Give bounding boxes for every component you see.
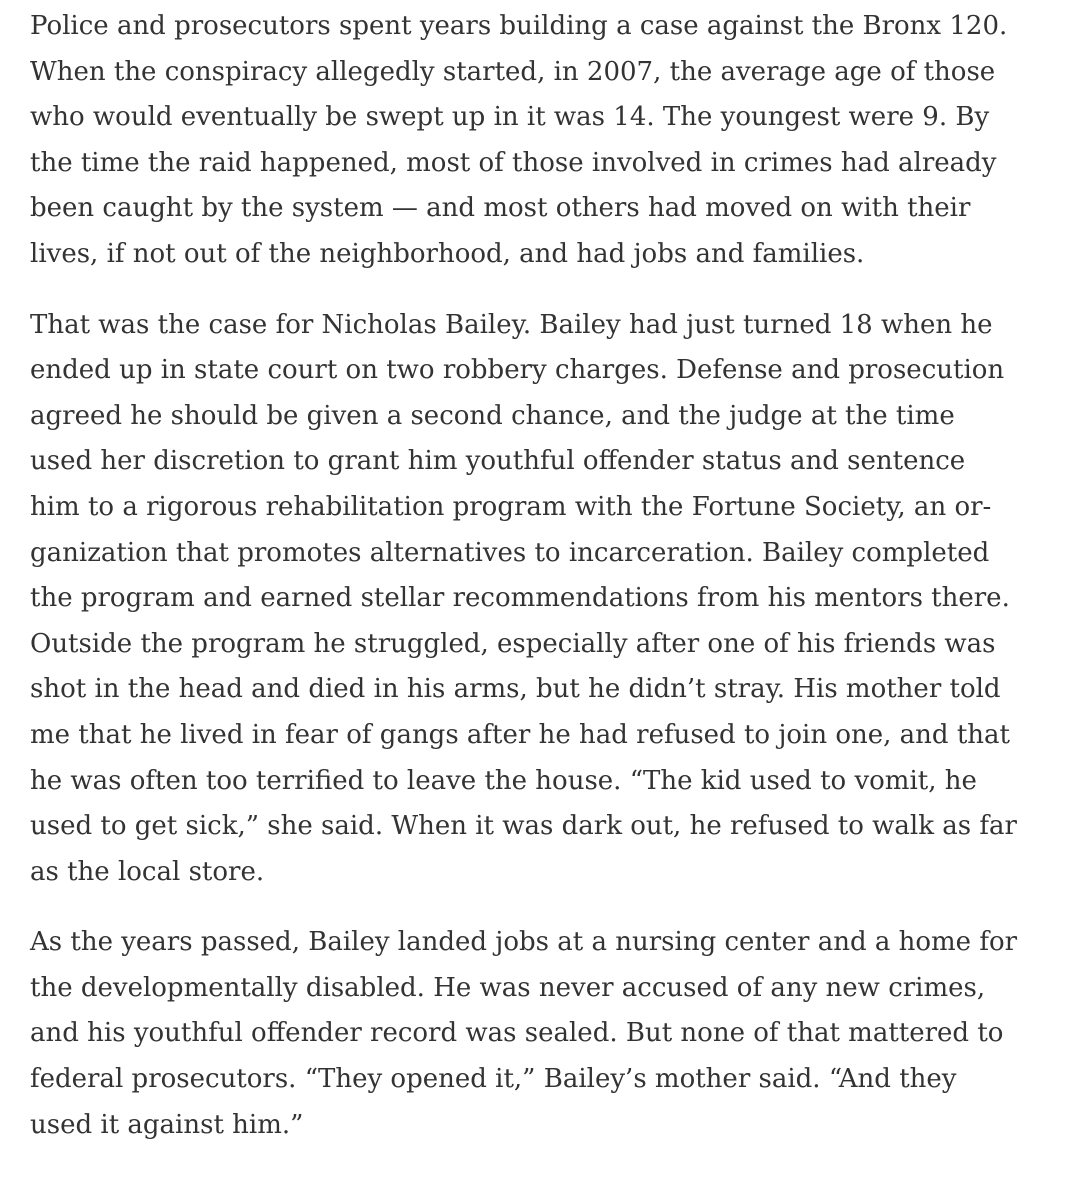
text-line: and his youthful offender record was sealed. But none of that mattered to [30, 1018, 1004, 1049]
text-line: been caught by the system — and most others had moved on with their [30, 193, 971, 224]
text-line: As the years passed, Bailey landed jobs at a nursing center and a home for [30, 927, 1018, 958]
text-line: That was the case for Nicholas Bailey. Bailey had just turned 18 when he [30, 309, 993, 340]
text-line: agreed he should be given a second chance, and the judge at the time [30, 400, 955, 431]
paragraph-3 [30, 920, 1088, 1148]
text-line: the time the raid happened, most of those involved in crimes had already [30, 147, 997, 178]
text-line: he was often too terrified to leave the house. “The kid used to vomit, he [30, 765, 977, 796]
text-line: me that he lived in fear of gangs after he had refused to join one, and that [30, 719, 1010, 750]
text-line: federal prosecutors. “They opened it,” Bailey’s mother said. “And they [30, 1064, 957, 1095]
text-line: as the local store. [30, 856, 265, 887]
text-line: the developmentally disabled. He was never accused of any new crimes, [30, 972, 986, 1003]
text-line: used to get sick,” she said. When it was dark out, he refused to walk as far [30, 811, 1017, 842]
text-line: ended up in state court on two robbery charges. Defense and prosecution [30, 355, 1005, 386]
text-line: shot in the head and died in his arms, but he didn’t stray. His mother told [30, 674, 1001, 705]
text-line: When the conspiracy allegedly started, in 2007, the average age of those [30, 56, 996, 87]
text-line: who would eventually be swept up in it was 14. The youngest were 9. By [30, 102, 990, 133]
paragraph-1 [30, 4, 1088, 278]
text-line: the program and earned stellar recommendations from his mentors there. [30, 583, 1010, 614]
text-line: him to a rigorous rehabilitation program with the Fortune Society, an or- [30, 491, 992, 522]
text-line: Police and prosecutors spent years building a case against the Bronx 120. [30, 11, 1008, 41]
text-line: used her discretion to grant him youthful offender status and sentence [30, 446, 966, 477]
text-line: lives, if not out of the neighborhood, and had jobs and families. [30, 238, 865, 269]
article-body [30, 4, 1088, 1173]
text-line: Outside the program he struggled, especially after one of his friends was [30, 628, 996, 659]
paragraph-2 [30, 303, 1088, 896]
text-line: ganization that promotes alternatives to incarceration. Bailey completed [30, 537, 990, 568]
text-line: used it against him.” [30, 1109, 304, 1140]
